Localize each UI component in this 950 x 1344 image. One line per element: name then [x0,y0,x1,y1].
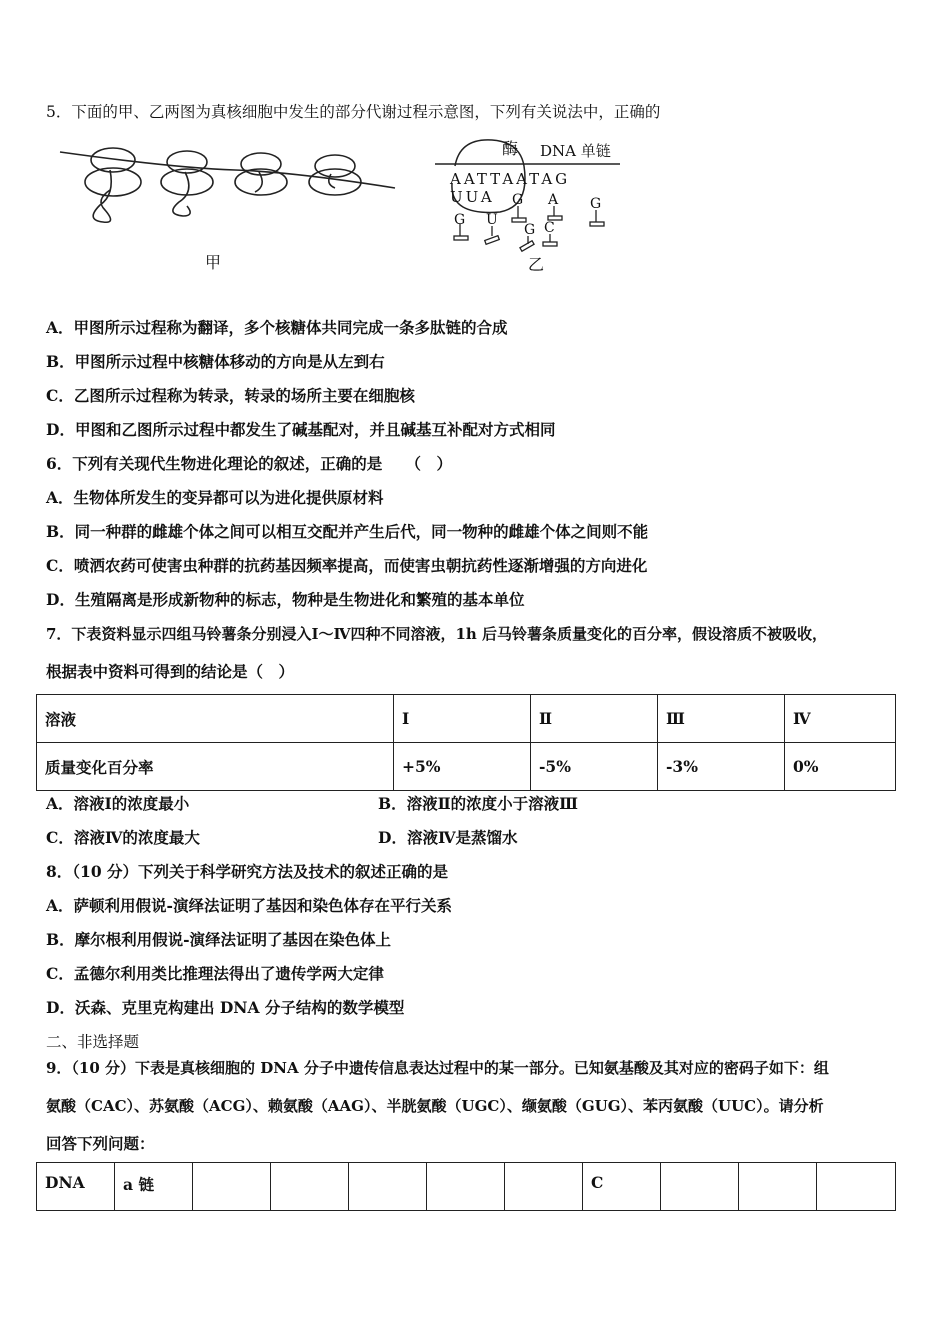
q7-option-a: A．溶液Ⅰ的浓度最小 [46,794,190,813]
q9-stem-line1: 9．（10 分）下表是真核细胞的 DNA 分子中遗传信息表达过程中的某一部分。已知氨基酸及其对应的密码子如下：组 [46,1059,829,1077]
q8-option-a: A．萨顿利用假说-演绎法证明了基因和染色体存在平行关系 [46,896,452,915]
q5-stem: 5．下面的甲、乙两图为真核细胞中发生的部分代谢过程示意图，下列有关说法中，正确的 [46,103,661,121]
free-base: G [512,192,524,208]
q6-option-d: D．生殖隔离是形成新物种的标志，物种是生物进化和繁殖的基本单位 [46,590,525,609]
q6-stem: 6．下列有关现代生物进化理论的叙述，正确的是 （ ） [46,454,453,473]
q7-table [36,694,896,791]
label-mei: 酶 [502,139,519,158]
free-base: G [590,196,602,212]
figure-jia [55,140,405,280]
label-jia: 甲 [205,253,222,272]
table-cell: Ⅲ [658,695,785,743]
q7-option-b: B．溶液Ⅱ的浓度小于溶液Ⅲ [378,794,579,813]
q7-stem-line2: 根据表中资料可得到的结论是（ ） [46,662,295,681]
section-heading: 二、非选择题 [46,1033,140,1051]
table-cell: a 链 [115,1163,193,1211]
table-row [37,743,896,791]
table-cell: -5% [531,743,658,791]
q8-option-d: D．沃森、克里克构建出 DNA 分子结构的数学模型 [46,998,405,1017]
q9-stem-line3: 回答下列问题： [46,1134,155,1153]
q7-option-d: D．溶液Ⅳ是蒸馏水 [378,828,518,847]
q7-option-c: C．溶液Ⅳ的浓度最大 [46,828,200,847]
free-base: G [524,222,536,238]
table-cell [817,1163,896,1211]
q9-table [36,1162,896,1211]
table-cell: Ⅰ [394,695,531,743]
table-cell [505,1163,583,1211]
q8-option-c: C．孟德尔利用类比推理法得出了遗传学两大定律 [46,964,384,983]
label-dna-strand: DNA 单链 [540,142,611,160]
table-cell [349,1163,427,1211]
table-cell: -3% [658,743,785,791]
table-cell: 0% [785,743,896,791]
table-cell [739,1163,817,1211]
free-base: G [454,212,466,228]
q8-option-b: B．摩尔根利用假说-演绎法证明了基因在染色体上 [46,930,392,949]
table-cell [271,1163,349,1211]
free-base: U [486,212,498,228]
table-cell [427,1163,505,1211]
table-row [37,1163,896,1211]
table-cell: DNA [37,1163,115,1211]
q6-option-b: B．同一种群的雌雄个体之间可以相互交配并产生后代，同一物种的雌雄个体之间则不能 [46,522,649,541]
label-yi: 乙 [528,255,545,274]
q5-option-d: D．甲图和乙图所示过程中都发生了碱基配对，并且碱基互补配对方式相同 [46,420,556,439]
table-cell: Ⅱ [531,695,658,743]
table-cell: +5% [394,743,531,791]
q8-stem: 8．（10 分）下列关于科学研究方法及技术的叙述正确的是 [46,862,449,881]
q5-option-a: A．甲图所示过程称为翻译，多个核糖体共同完成一条多肽链的合成 [46,318,508,337]
q7-stem-line1: 7．下表资料显示四组马铃薯条分别浸入Ⅰ～Ⅳ四种不同溶液，1h 后马铃薯条质量变化的百分率，假设溶质不被吸收， [46,625,828,643]
q6-option-c: C．喷洒农药可使害虫种群的抗药基因频率提高，而使害虫朝抗药性逐渐增强的方向进化 [46,556,648,575]
table-cell [193,1163,271,1211]
table-cell: 质量变化百分率 [37,743,394,791]
free-base: A [548,192,559,208]
q5-option-c: C．乙图所示过程称为转录，转录的场所主要在细胞核 [46,386,415,405]
dna-sequence: AATTAATAG [450,170,571,188]
q6-option-a: A．生物体所发生的变异都可以为进化提供原材料 [46,488,384,507]
q5-option-b: B．甲图所示过程中核糖体移动的方向是从左到右 [46,352,385,371]
table-cell [661,1163,739,1211]
table-row [37,695,896,743]
free-base: C [544,220,555,236]
figure-yi [430,136,640,276]
table-cell: 溶液 [37,695,394,743]
table-cell: Ⅳ [785,695,896,743]
q9-stem-line2: 氨酸（CAC）、苏氨酸（ACG）、赖氨酸（AAG）、半胱氨酸（UGC）、缬氨酸（GUG）、苯丙氨酸（UUC）。请分析 [46,1097,824,1115]
table-cell: C [583,1163,661,1211]
ribosome-4 [315,155,355,177]
rna-sequence: UUA [450,188,495,206]
